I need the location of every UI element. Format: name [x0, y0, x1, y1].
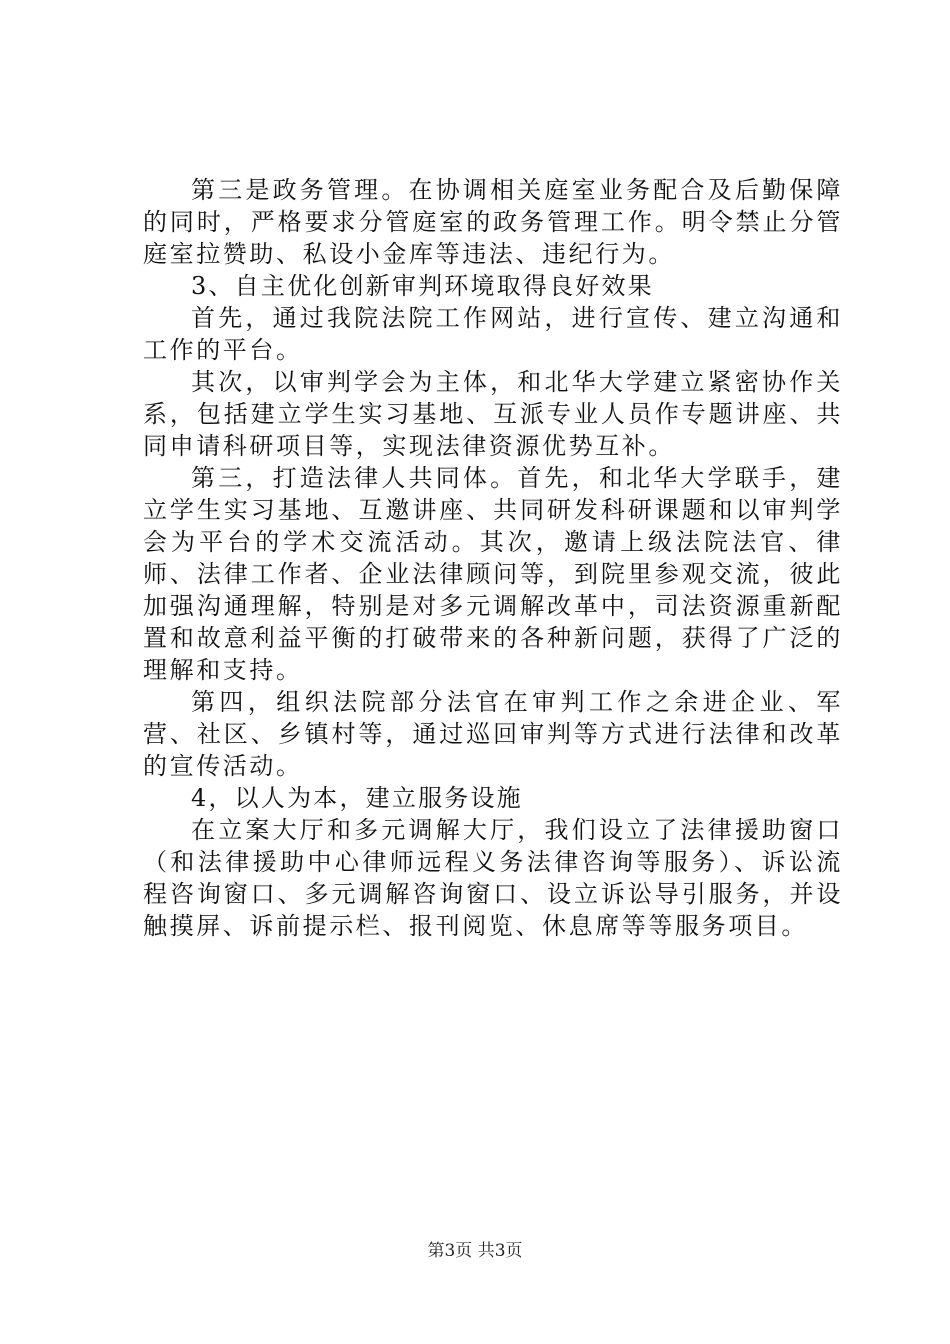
- paragraph-circuit-trials: 第四，组织法院部分法官在审判工作之余进企业、军营、社区、乡镇村等，通过巡回审判等方式进行法律和改革的宣传活动。: [143, 688, 843, 780]
- paragraph-service-facilities: 在立案大厅和多元调解大厅，我们设立了法律援助窗口（和法律援助中心律师远程义务法律咨询等服务）、诉讼流程咨询窗口、多元调解咨询窗口、设立诉讼导引服务，并设触摸屏、诉前提示栏、报刊阅览、休息席等等服务项目。: [143, 816, 843, 940]
- paragraph-court-website: 首先，通过我院法院工作网站，进行宣传、建立沟通和工作的平台。: [143, 304, 843, 364]
- page-footer: 第3页 共3页: [427, 1241, 523, 1261]
- paragraph-legal-community: 第三，打造法律人共同体。首先，和北华大学联手，建立学生实习基地、互邀讲座、共同研发科研课题和以审判学会为平台的学术交流活动。其次，邀请上级法院法官、律师、法律工作者、企业法律顾问等，到院里参观交流，彼此加强沟通理解，特别是对多元调解改革中，司法资源重新配置和故意利益平衡的打破带来的各种新问题，获得了广泛的理解和支持。: [143, 464, 843, 684]
- paragraph-university-cooperation: 其次，以审判学会为主体，和北华大学建立紧密协作关系，包括建立学生实习基地、互派专业人员作专题讲座、共同申请科研项目等，实现法律资源优势互补。: [143, 368, 843, 460]
- document-body: [143, 174, 843, 942]
- paragraph-government-affairs: 第三是政务管理。在协调相关庭室业务配合及后勤保障的同时，严格要求分管庭室的政务管理工作。明令禁止分管庭室拉赞助、私设小金库等违法、违纪行为。: [143, 176, 843, 268]
- section-heading-3: 3、自主优化创新审判环境取得良好效果: [191, 272, 654, 300]
- section-heading-4: 4，以人为本，建立服务设施: [191, 784, 523, 812]
